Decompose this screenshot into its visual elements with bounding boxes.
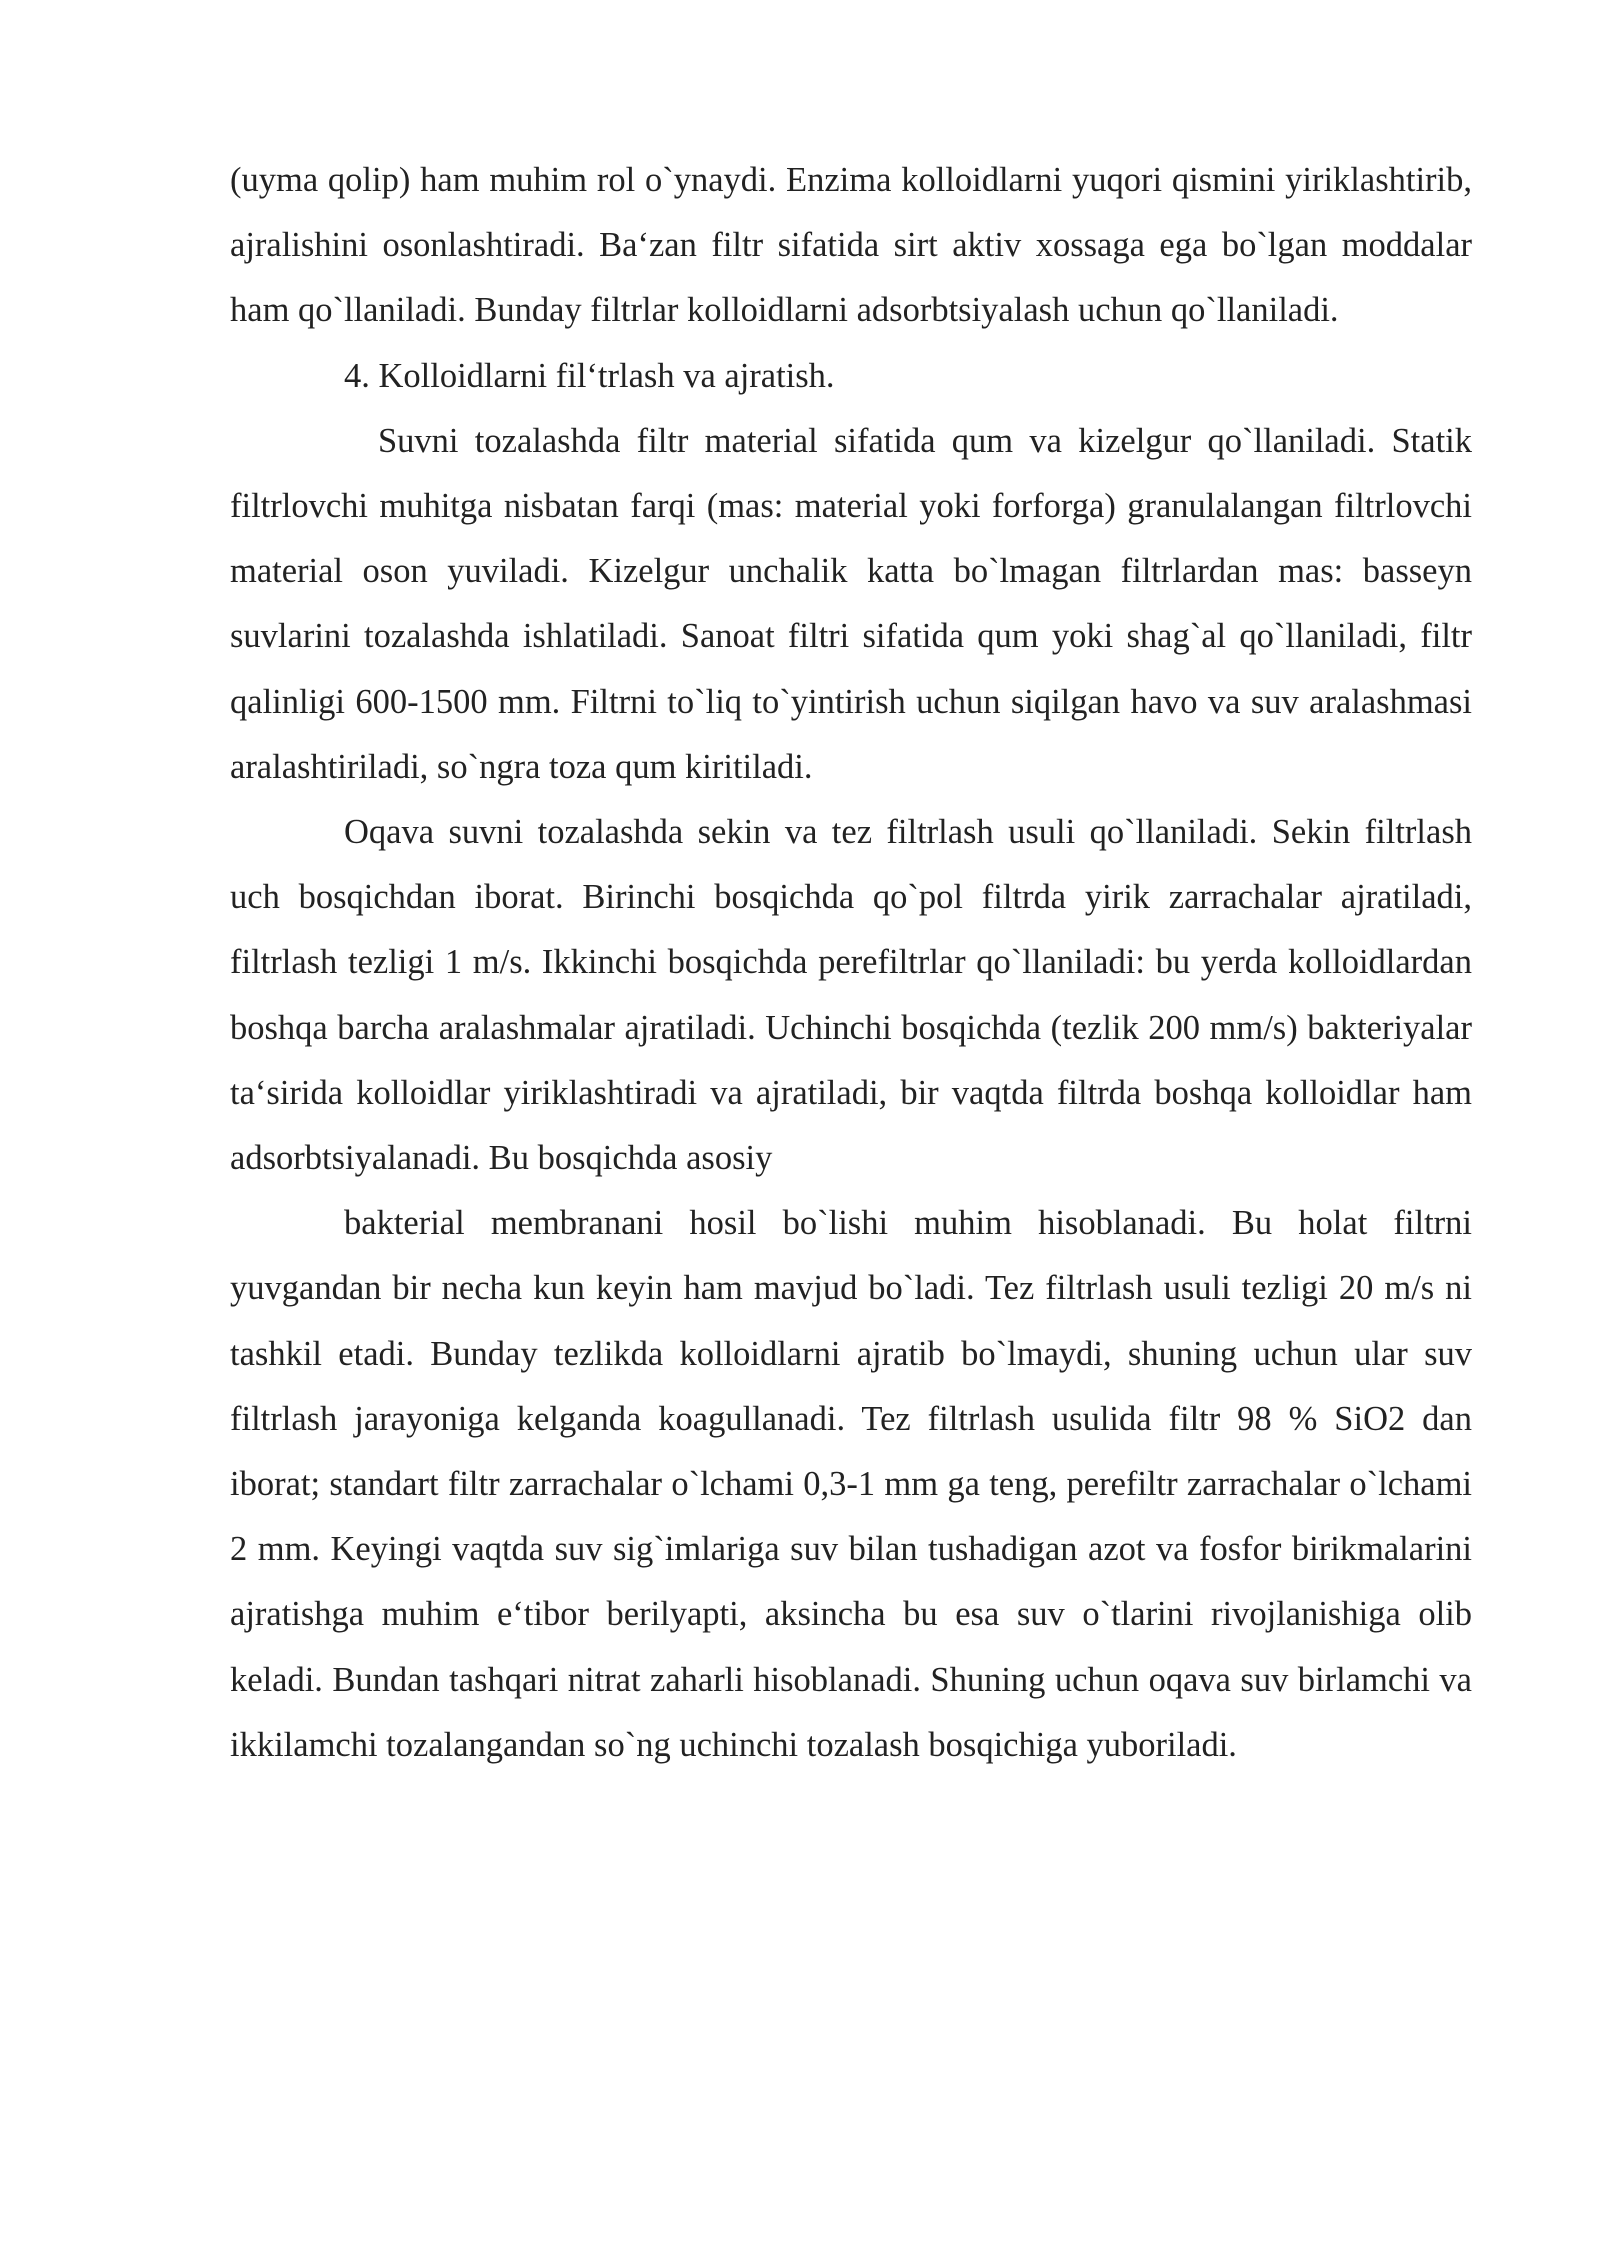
paragraph-slow-fast-filtration: Oqava suvni tozalashda sekin va tez filtrlash usuli qo`llaniladi. Sekin filtrlash uch bosqichdan iborat. Birinchi bosqichda qo`pol filtrda yirik zarrachalar ajratiladi, filtrlash tezligi 1 m/s. Ikkinchi bosqichda perefiltrlar qo`llaniladi: bu yerda kolloidlardan boshqa barcha aralashmalar ajratiladi. Uchinchi bosqichda (tezlik 200 mm/s) bakteriyalar ta‘sirida kolloidlar yiriklashtiradi va ajratiladi, bir vaqtda filtrda boshqa kolloidlar ham adsorbtsiyalanadi. Bu bosqichda asosiy [230, 813, 1472, 1178]
section-heading-colloid-filtration: 4. Kolloidlarni fil‘trlash va ajratish. [344, 356, 835, 395]
paragraph-enzyme-filters: (uyma qolip) ham muhim rol o`ynaydi. Enzima kolloidlarni yuqori qismini yiriklashtirib, ajralishini osonlashtiradi. Ba‘zan filtr sifatida sirt aktiv xossaga ega bo`lgan moddalar ham qo`llaniladi. Bunday filtrlar kolloidlarni adsorbtsiyalash uchun qo`llaniladi. [230, 161, 1472, 330]
paragraph-sand-kieselguhr: Suvni tozalashda filtr material sifatida qum va kizelgur qo`llaniladi. Statik filtrlovchi muhitga nisbatan farqi (mas: material yoki forforga) granulalangan filtrlovchi material oson yuviladi. Kizelgur unchalik katta bo`lmagan filtrlardan mas: basseyn suvlarini tozalashda ishlatiladi. Sanoat filtri sifatida qum yoki shag`al qo`llaniladi, filtr qalinligi 600-1500 mm. Filtrni to`liq to`yintirish uchun siqilgan havo va suv aralashmasi aralashtiriladi, so`ngra toza qum kiritiladi. [230, 421, 1472, 786]
paragraph-bacterial-membrane: bakterial membranani hosil bo`lishi muhim hisoblanadi. Bu holat filtrni yuvgandan bir necha kun keyin ham mavjud bo`ladi. Tez filtrlash usuli tezligi 20 m/s ni tashkil etadi. Bunday tezlikda kolloidlarni ajratib bo`lmaydi, shuning uchun ular suv filtrlash jarayoniga kelganda koagullanadi. Tez filtrlash usulida filtr 98 % SiO2 dan iborat; standart filtr zarrachalar o`lchami 0,3-1 mm ga teng, perefiltr zarrachalar o`lchami 2 mm. Keyingi vaqtda suv sig`imlariga suv bilan tushadigan azot va fosfor birikmalarini ajratishga muhim e‘tibor berilyapti, aksincha bu esa suv o`tlarini rivojlanishiga olib keladi. Bundan tashqari nitrat zaharli hisoblanadi. Shuning uchun oqava suv birlamchi va ikkilamchi tozalangandan so`ng uchinchi tozalash bosqichiga yuboriladi. [230, 1204, 1472, 1764]
document-page [230, 148, 1472, 1778]
